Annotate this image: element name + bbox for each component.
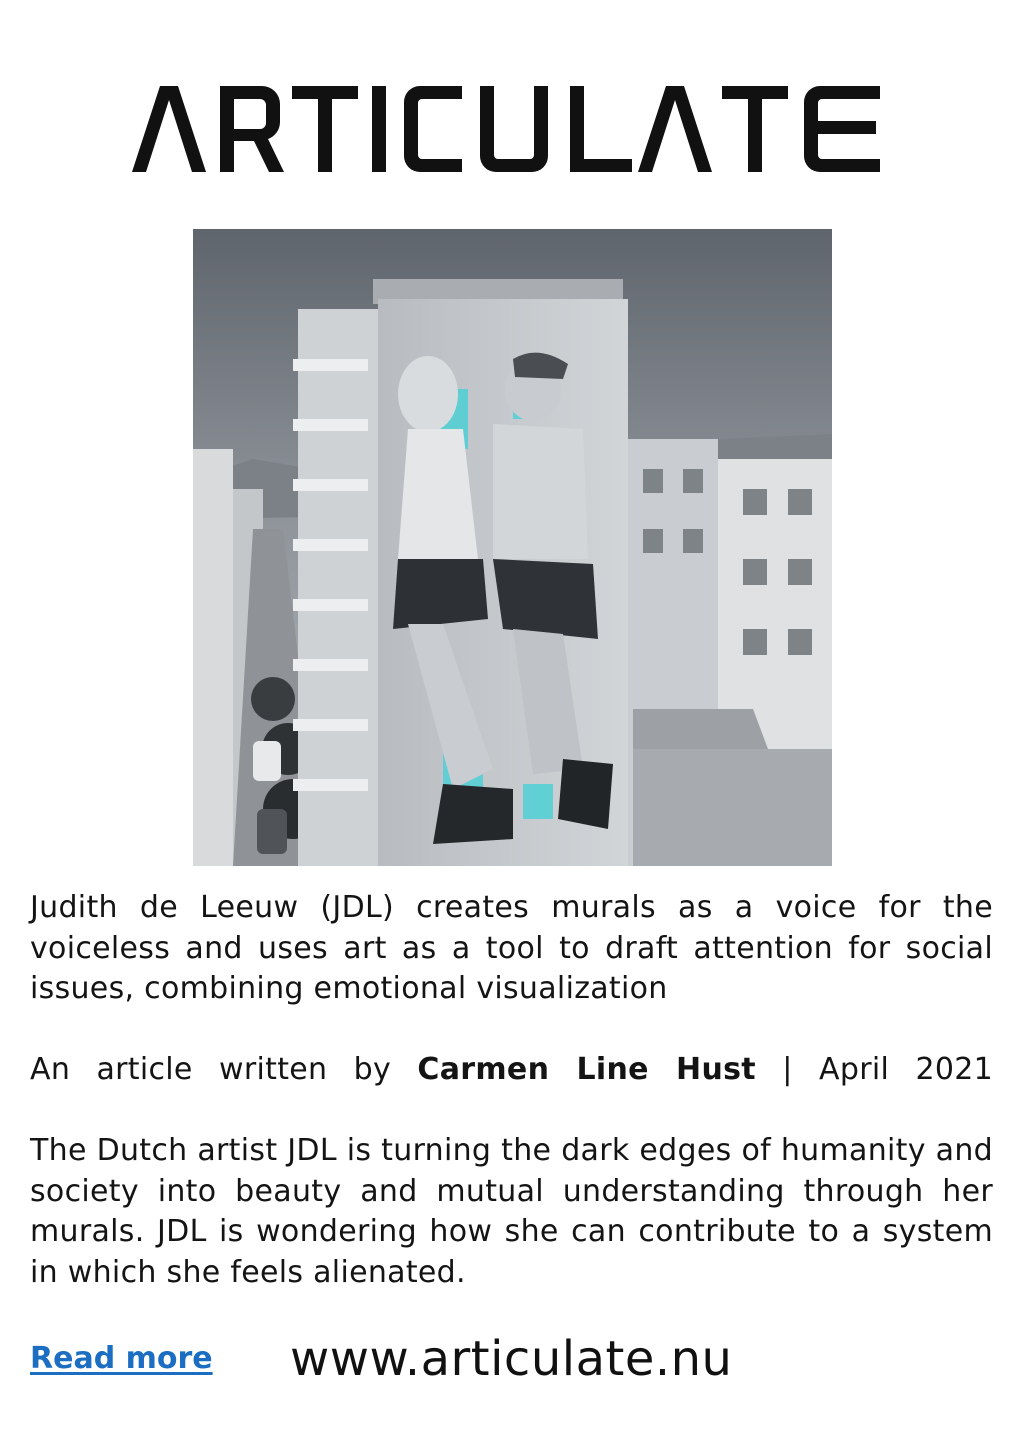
brand-logo	[0, 78, 1024, 178]
byline-prefix: An article written by	[30, 1052, 392, 1087]
read-more-link[interactable]: Read more	[30, 1341, 213, 1376]
articulate-wordmark	[132, 78, 892, 178]
article-byline	[30, 1050, 993, 1091]
mural-photo	[193, 229, 832, 866]
article-intro: Judith de Leeuw (JDL) creates murals as a voice for the voiceless and uses art as a tool to draft attention for social issues, combining emotional visualization	[30, 890, 993, 1006]
byline-separator: |	[782, 1052, 793, 1087]
site-url: www.articulate.nu	[290, 1331, 733, 1387]
author-name: Carmen Line Hust	[417, 1052, 756, 1087]
article-date: April 2021	[819, 1052, 993, 1087]
article-body: The Dutch artist JDL is turning the dark edges of humanity and society into beauty and mutual understanding through her murals. JDL is wondering how she can contribute to a system in which she feels alienated.	[30, 1133, 993, 1290]
hero-image	[193, 229, 832, 866]
